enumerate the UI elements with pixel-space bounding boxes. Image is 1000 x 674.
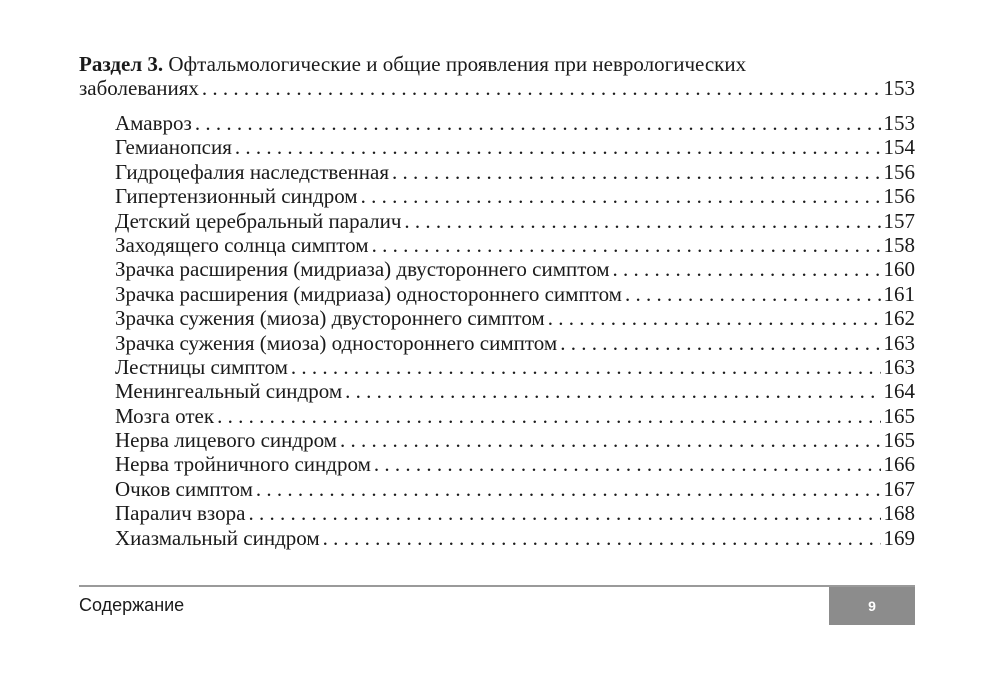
running-footer-label: Содержание: [79, 595, 185, 615]
dot-leader: [323, 526, 881, 550]
section-page-number: 153: [883, 76, 915, 100]
dot-leader: [345, 379, 880, 403]
toc-entry-title: Нерва лицевого синдром: [115, 428, 337, 453]
toc-entry-page-number: 153: [883, 111, 915, 135]
section-label: Раздел 3.: [79, 52, 164, 76]
toc-entry-title: Менингеальный синдром: [115, 379, 343, 404]
toc-entry-page-number: 160: [883, 257, 915, 282]
toc-entry-title: Детский церебральный паралич: [115, 208, 402, 233]
toc-entry: [115, 477, 915, 501]
toc-entry-page-number: 158: [883, 232, 915, 257]
toc-entry-page-number: 168: [883, 501, 915, 526]
dot-leader: [217, 404, 880, 428]
toc-entry: [115, 428, 915, 452]
dot-leader: [256, 477, 881, 501]
toc-entry-title: Паралич взора: [115, 501, 246, 526]
toc-entry: [115, 111, 915, 135]
toc-entry: [115, 404, 915, 428]
toc-entry-title: Амавроз: [115, 111, 192, 135]
section-title-line-2: [79, 76, 915, 100]
toc-entry: [115, 282, 915, 306]
toc-entry-page-number: 161: [883, 281, 915, 306]
toc-entry-title: Гидроцефалия наследственная: [115, 159, 389, 184]
toc-entries: [79, 111, 915, 550]
dot-leader: [361, 184, 881, 208]
toc-entry: [115, 184, 915, 208]
dot-leader: [340, 428, 881, 452]
toc-entry-page-number: 163: [883, 354, 915, 379]
toc-entry-page-number: 163: [883, 330, 915, 355]
toc-entry-title: Зрачка расширения (мидриаза) одностороннего симптом: [115, 281, 622, 306]
section-heading: [79, 52, 915, 100]
dot-leader: [374, 452, 881, 476]
toc-entry-title: Мозга отек: [115, 403, 215, 428]
toc-entry-page-number: 169: [883, 525, 915, 550]
toc-entry-title: Очков симптом: [115, 476, 253, 501]
toc-entry-page-number: 154: [883, 135, 915, 160]
dot-leader: [613, 257, 881, 281]
toc-entry-page-number: 162: [883, 306, 915, 331]
dot-leader: [372, 233, 881, 257]
dot-leader: [392, 160, 881, 184]
dot-leader: [625, 282, 881, 306]
dot-leader: [548, 306, 881, 330]
toc-entry: [115, 526, 915, 550]
dot-leader: [248, 501, 880, 525]
toc-entry: [115, 209, 915, 233]
dot-leader: [202, 76, 881, 100]
section-title: Офтальмологические и общие проявления при неврологических: [168, 52, 747, 76]
toc-entry: [115, 379, 915, 403]
toc-entry: [115, 233, 915, 257]
dot-leader: [560, 331, 880, 355]
toc-entry-page-number: 156: [883, 159, 915, 184]
toc-entry: [115, 160, 915, 184]
toc-entry-page-number: 165: [883, 403, 915, 428]
toc-entry-page-number: 164: [883, 379, 915, 404]
toc-entry-title: Зрачка сужения (миоза) двустороннего симптом: [115, 306, 545, 331]
toc-entry: [115, 257, 915, 281]
toc-entry-title: Зрачка сужения (миоза) одностороннего симптом: [115, 330, 558, 355]
toc-entry-title: Хиазмальный синдром: [115, 525, 320, 550]
toc-entry: [115, 452, 915, 476]
dot-leader: [291, 355, 881, 379]
table-of-contents: [79, 52, 915, 550]
toc-entry: [115, 306, 915, 330]
toc-entry-title: Зрачка расширения (мидриаза) двустороннего симптом: [115, 257, 610, 282]
toc-entry-page-number: 156: [883, 184, 915, 209]
dot-leader: [404, 209, 880, 233]
footer-divider: [79, 585, 915, 587]
section-title-continuation: заболеваниях: [79, 76, 199, 100]
dot-leader: [235, 135, 881, 159]
toc-entry-page-number: 166: [883, 452, 915, 477]
toc-entry-title: Лестницы симптом: [115, 354, 288, 379]
toc-entry-page-number: 167: [883, 476, 915, 501]
toc-entry: [115, 355, 915, 379]
toc-entry-title: Гемианопсия: [115, 135, 232, 160]
toc-entry-title: Заходящего солнца симптом: [115, 232, 369, 257]
dot-leader: [195, 111, 881, 135]
toc-entry: [115, 501, 915, 525]
toc-entry-page-number: 157: [883, 208, 915, 233]
toc-entry: [115, 331, 915, 355]
page-number-badge: 9: [829, 587, 915, 625]
toc-entry-page-number: 165: [883, 428, 915, 453]
toc-entry: [115, 135, 915, 159]
toc-entry-title: Нерва тройничного синдром: [115, 452, 371, 477]
toc-entry-title: Гипертензионный синдром: [115, 184, 358, 209]
section-title-line-1: [79, 52, 915, 76]
